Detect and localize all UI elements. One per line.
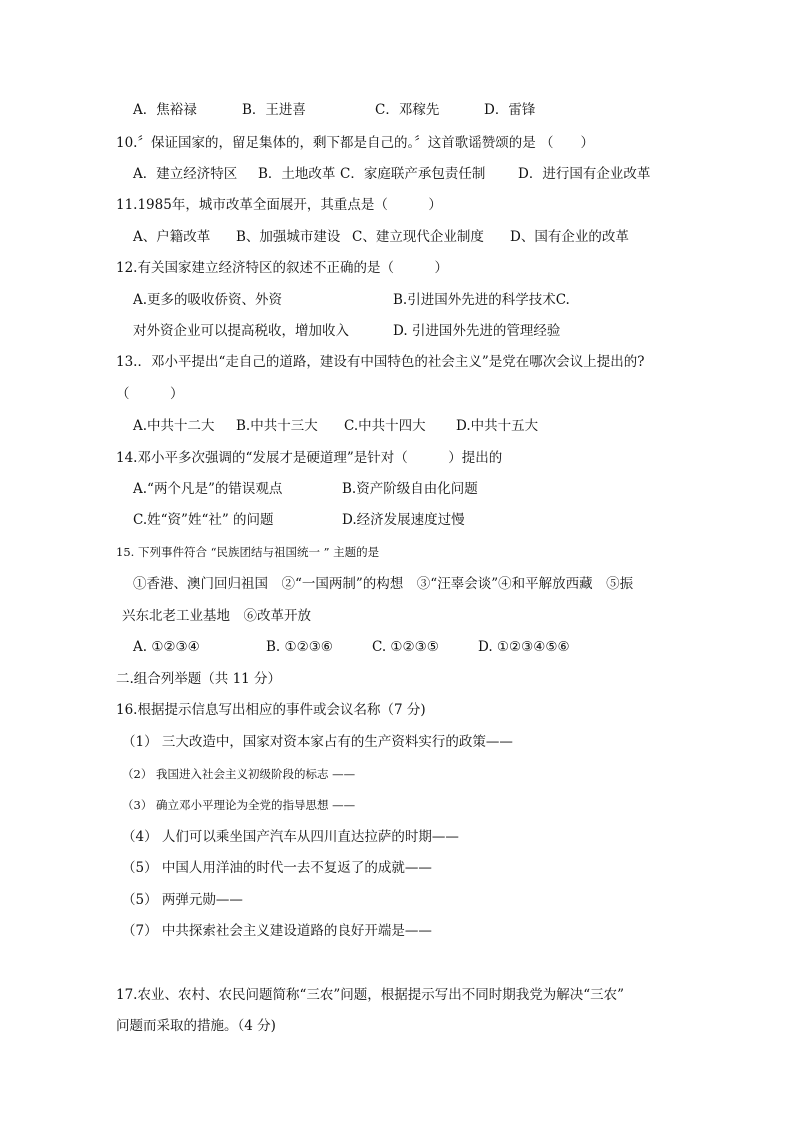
q12-option-a: A.更多的吸收侨资、外资	[133, 292, 283, 308]
q13-option-d: D.中共十五大	[456, 418, 539, 434]
q14-option-c: C.姓“资”姓“社” 的问题	[133, 512, 274, 528]
q15-option-c: C. ①②③⑤	[372, 639, 439, 655]
q15-option-d: D. ①②③④⑤⑥	[478, 639, 570, 655]
q11-stem: 11.1985年，城市改革全面展开，其重点是（ ）	[116, 197, 442, 213]
q16-item-3: （3） 确立邓小平理论为全党的指导思想 ——	[122, 798, 356, 812]
q16-item-5: （5） 中国人用洋油的时代一去不复返了的成就——	[122, 860, 432, 876]
q10-option-d: D．进行国有企业改革	[518, 166, 651, 182]
q14-option-a: A.“两个凡是”的错误观点	[133, 481, 283, 497]
q9-option-b: B．王进喜	[242, 102, 306, 118]
q13-option-a: A.中共十二大	[133, 418, 215, 434]
q17-line-2: 问题而采取的措施。（4 分)	[116, 1018, 276, 1034]
q16-item-4: （4） 人们可以乘坐国产汽车从四川直达拉萨的时期——	[122, 829, 459, 845]
q15-items-line2: 兴东北老工业基地 ⑥改革开放	[122, 608, 311, 624]
q15-items-line1: ①香港、澳门回归祖国 ②“一国两制”的构想 ③“汪辜会谈”④和平解放西藏 ⑤振	[133, 576, 634, 592]
q15-option-a: A. ①②③④	[133, 639, 200, 655]
q12-option-b: B.引进国外先进的科学技术C.	[393, 292, 570, 308]
q13-stem-cont: （ ）	[116, 386, 184, 402]
q12-option-c: 对外资企业可以提高税收，增加收入	[133, 323, 349, 339]
q10-option-c: C．家庭联产承包责任制	[340, 166, 486, 182]
q17-line-1: 17.农业、农村、农民问题简称“三农”问题，根据提示写出不同时期我党为解决“三农”	[116, 987, 625, 1003]
q10-option-a: A．建立经济特区	[133, 166, 238, 182]
q11-option-c: C、建立现代企业制度	[352, 229, 484, 245]
q10-stem: 10.〞保证国家的，留足集体的，剩下都是自己的。〞这首歌谣赞颂的是 （ ）	[116, 135, 595, 151]
q12-option-d: D. 引进国外先进的管理经验	[393, 323, 561, 339]
q15-option-b: B. ①②③⑥	[266, 639, 333, 655]
q10-option-b: B．土地改革	[258, 166, 336, 182]
q11-option-a: A、户籍改革	[133, 229, 211, 245]
q16-item-2: （2） 我国进入社会主义初级阶段的标志 ——	[122, 767, 356, 781]
q14-option-b: B.资产阶级自由化问题	[342, 481, 478, 497]
q9-option-d: D．雷锋	[484, 102, 536, 118]
q13-stem: 13.．邓小平提出“走自己的道路，建设有中国特色的社会主义”是党在哪次会议上提出的?	[116, 354, 645, 370]
q9-option-c: C．邓稼先	[375, 102, 440, 118]
q14-stem: 14.邓小平多次强调的“发展才是硬道理”是针对（ ）提出的	[116, 450, 503, 466]
section-2-title: 二.组合列举题（共 11 分）	[116, 671, 282, 687]
q15-stem: 15. 下列事件符合 “民族团结与祖国统一 ” 主题的是	[116, 545, 380, 559]
q16-item-6: （5） 两弹元勋——	[122, 892, 243, 908]
q13-option-b: B.中共十三大	[236, 418, 318, 434]
q16-item-1: （1） 三大改造中，国家对资本家占有的生产资料实行的政策——	[122, 734, 513, 750]
q11-option-b: B、加强城市建设	[236, 229, 341, 245]
q16-stem: 16.根据提示信息写出相应的事件或会议名称（7 分)	[116, 702, 426, 718]
q13-option-c: C.中共十四大	[344, 418, 426, 434]
q14-option-d: D.经济发展速度过慢	[342, 512, 465, 528]
q11-option-d: D、国有企业的改革	[510, 229, 629, 245]
q16-item-7: （7） 中共探索社会主义建设道路的良好开端是——	[122, 923, 432, 939]
q9-option-a: A．焦裕禄	[133, 102, 197, 118]
q12-stem: 12.有关国家建立经济特区的叙述不正确的是（ ）	[116, 260, 448, 276]
